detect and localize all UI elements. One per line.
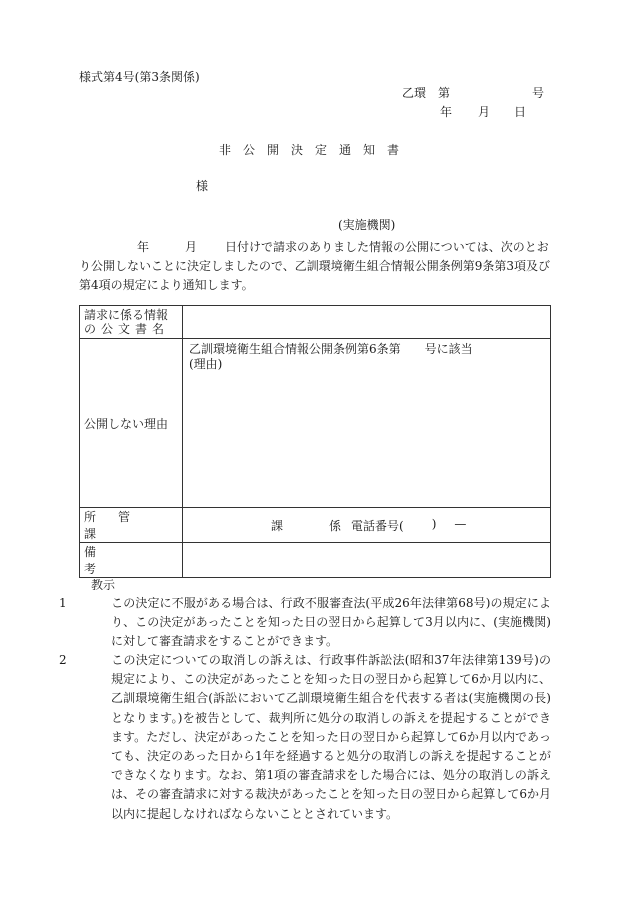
notice-item-1-text: この決定に不服がある場合は、行政不服審査法(平成26年法律第68号)の規定により、この決定があったことを知った日の翌日から起算して3月以内に、(実施機関)に対して審査請求をすることができます。: [111, 596, 551, 649]
intro-paragraph: [79, 238, 551, 295]
doc-dai: 第: [438, 86, 451, 100]
doc-go: 号: [532, 86, 545, 100]
dept-dash: —: [454, 516, 467, 531]
notice-item-2-text: この決定についての取消しの訴えは、行政事件訴訟法(昭和37年法律第139号)の規定により、この決定があったことを知った日の翌日から起算して6か月以内に、乙訓環境衛生組合(訴訟において乙訓環境衛生組合を代表する者は(実施機関の長)となります。)を被告として、裁判所に処分の取消しの訴えを提起することができます。ただし、決定があったことを知った日の翌日から起算して6か月以内であっても、決定のあった日から1年を経過すると処分の取消しの訴えを提起することができなくなります。なお、第1項の審査請求をした場合には、処分の取消しの訴えは、その審査請求に対する裁決があったことを知った日の翌日から起算して6か月以内に提起しなければならないこととされています。: [111, 653, 551, 821]
label-reason: 公開しない理由: [80, 339, 183, 508]
value-reason[interactable]: [183, 339, 551, 508]
date-day: 日: [514, 105, 527, 119]
label-remarks: [80, 543, 183, 578]
doc-prefix: 乙環: [402, 86, 427, 100]
dept-tel-close: ): [431, 516, 437, 531]
value-remarks[interactable]: [183, 543, 551, 578]
date-month: 月: [478, 105, 491, 119]
notice-item-2-number: 2: [59, 653, 67, 667]
label-document-name-line2: の公文書名: [84, 322, 170, 336]
form-number: 様式第4号(第3条関係): [79, 70, 200, 84]
label-document-name-line1: 請求に係る情報: [84, 308, 169, 322]
intro-year: 年: [137, 240, 150, 254]
table-row-document-name: [80, 306, 551, 339]
addressee-suffix: 様: [196, 179, 209, 193]
value-department[interactable]: [183, 508, 551, 543]
notice-item-1: [59, 594, 551, 652]
document-number: [402, 84, 544, 101]
reason-clause: 乙訓環境衛生組合情報公開条例第6条第 号に該当: [189, 342, 473, 356]
dept-kakari: 係: [329, 518, 342, 533]
notice-item-2: [59, 651, 551, 824]
dept-ka: 課: [271, 518, 284, 533]
table-row-reason: [80, 339, 551, 508]
reason-detail-label: (理由): [189, 357, 223, 371]
decision-table: [79, 305, 551, 578]
document-date: [440, 103, 526, 120]
label-department: [80, 508, 183, 543]
notice-item-1-number: 1: [59, 596, 67, 610]
page-title: 非公開決定通知書: [218, 143, 411, 157]
dept-tel: 電話番号(: [351, 518, 404, 533]
intro-month: 月: [185, 240, 198, 254]
notice-heading: 教示: [91, 578, 116, 592]
table-row-department: [80, 508, 551, 543]
label-remarks-text: 備考: [84, 545, 157, 576]
label-department-text: 所管課: [84, 510, 153, 541]
label-document-name: [80, 306, 183, 339]
table-row-remarks: [80, 543, 551, 578]
value-document-name[interactable]: [183, 306, 551, 339]
date-year: 年: [440, 105, 453, 119]
issuer: (実施機関): [338, 218, 396, 232]
intro-text: 日付けで請求のありました情報の公開については、次のとおり公開しないことに決定しましたので、乙訓環境衛生組合情報公開条例第9条第3項及び第4項の規定により通知します。: [79, 240, 551, 292]
